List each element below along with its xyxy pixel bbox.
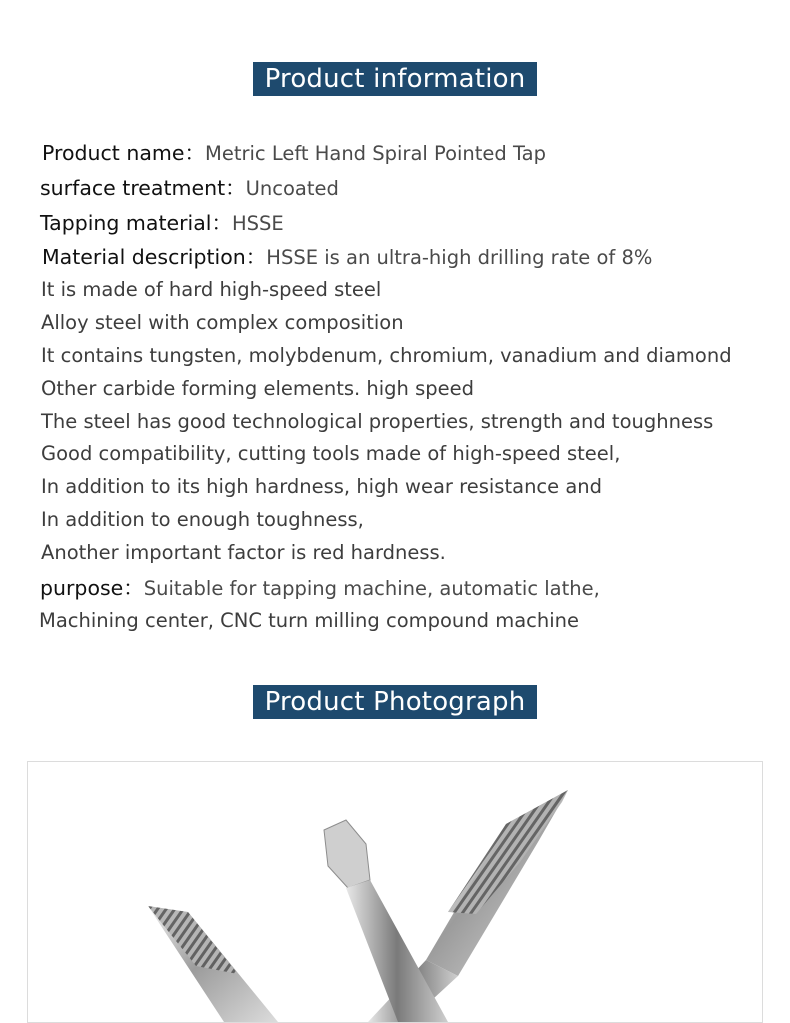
- product-photograph-heading: [0, 685, 790, 719]
- material-description-line: Other carbide forming elements. high speed: [41, 377, 475, 400]
- purpose-value: Suitable for tapping machine, automatic lathe,: [143, 577, 600, 600]
- product-information-heading: [0, 62, 790, 96]
- surface-treatment-row: [40, 176, 339, 201]
- product-information-title: Product information: [253, 62, 538, 96]
- tapping-material-label: Tapping material：: [40, 211, 232, 235]
- material-description-line: It is made of hard high-speed steel: [41, 278, 382, 301]
- spiral-tap-photo-illustration: [28, 762, 762, 1022]
- material-description-line: Good compatibility, cutting tools made of high-speed steel,: [41, 442, 621, 465]
- material-description-label: Material description：: [42, 245, 267, 269]
- tapping-material-row: [40, 211, 284, 236]
- purpose-row: [40, 576, 600, 601]
- product-name-label: Product name：: [42, 141, 205, 165]
- product-photo: [27, 761, 763, 1023]
- tapping-material-value: HSSE: [232, 212, 284, 235]
- product-name-row: [42, 141, 546, 166]
- left-tap-shape: [148, 906, 278, 1022]
- product-photograph-title: Product Photograph: [253, 685, 538, 719]
- material-description-line: In addition to its high hardness, high wear resistance and: [41, 475, 603, 498]
- purpose-label: purpose：: [40, 576, 144, 600]
- material-description-line: In addition to enough toughness,: [41, 508, 364, 531]
- surface-treatment-value: Uncoated: [245, 177, 339, 200]
- material-description-line: Alloy steel with complex composition: [41, 311, 404, 334]
- center-tap-shape: [324, 820, 448, 1022]
- surface-treatment-label: surface treatment：: [40, 176, 246, 200]
- material-description-line: Another important factor is red hardness.: [41, 541, 446, 564]
- material-description-row: [42, 245, 652, 270]
- product-name-value: Metric Left Hand Spiral Pointed Tap: [205, 142, 547, 165]
- purpose-line: Machining center, CNC turn milling compound machine: [39, 609, 580, 632]
- material-description-line: It contains tungsten, molybdenum, chromium, vanadium and diamond: [41, 344, 732, 367]
- material-description-line: The steel has good technological properties, strength and toughness: [41, 410, 714, 433]
- material-description-value: HSSE is an ultra-high drilling rate of 8%: [266, 246, 653, 269]
